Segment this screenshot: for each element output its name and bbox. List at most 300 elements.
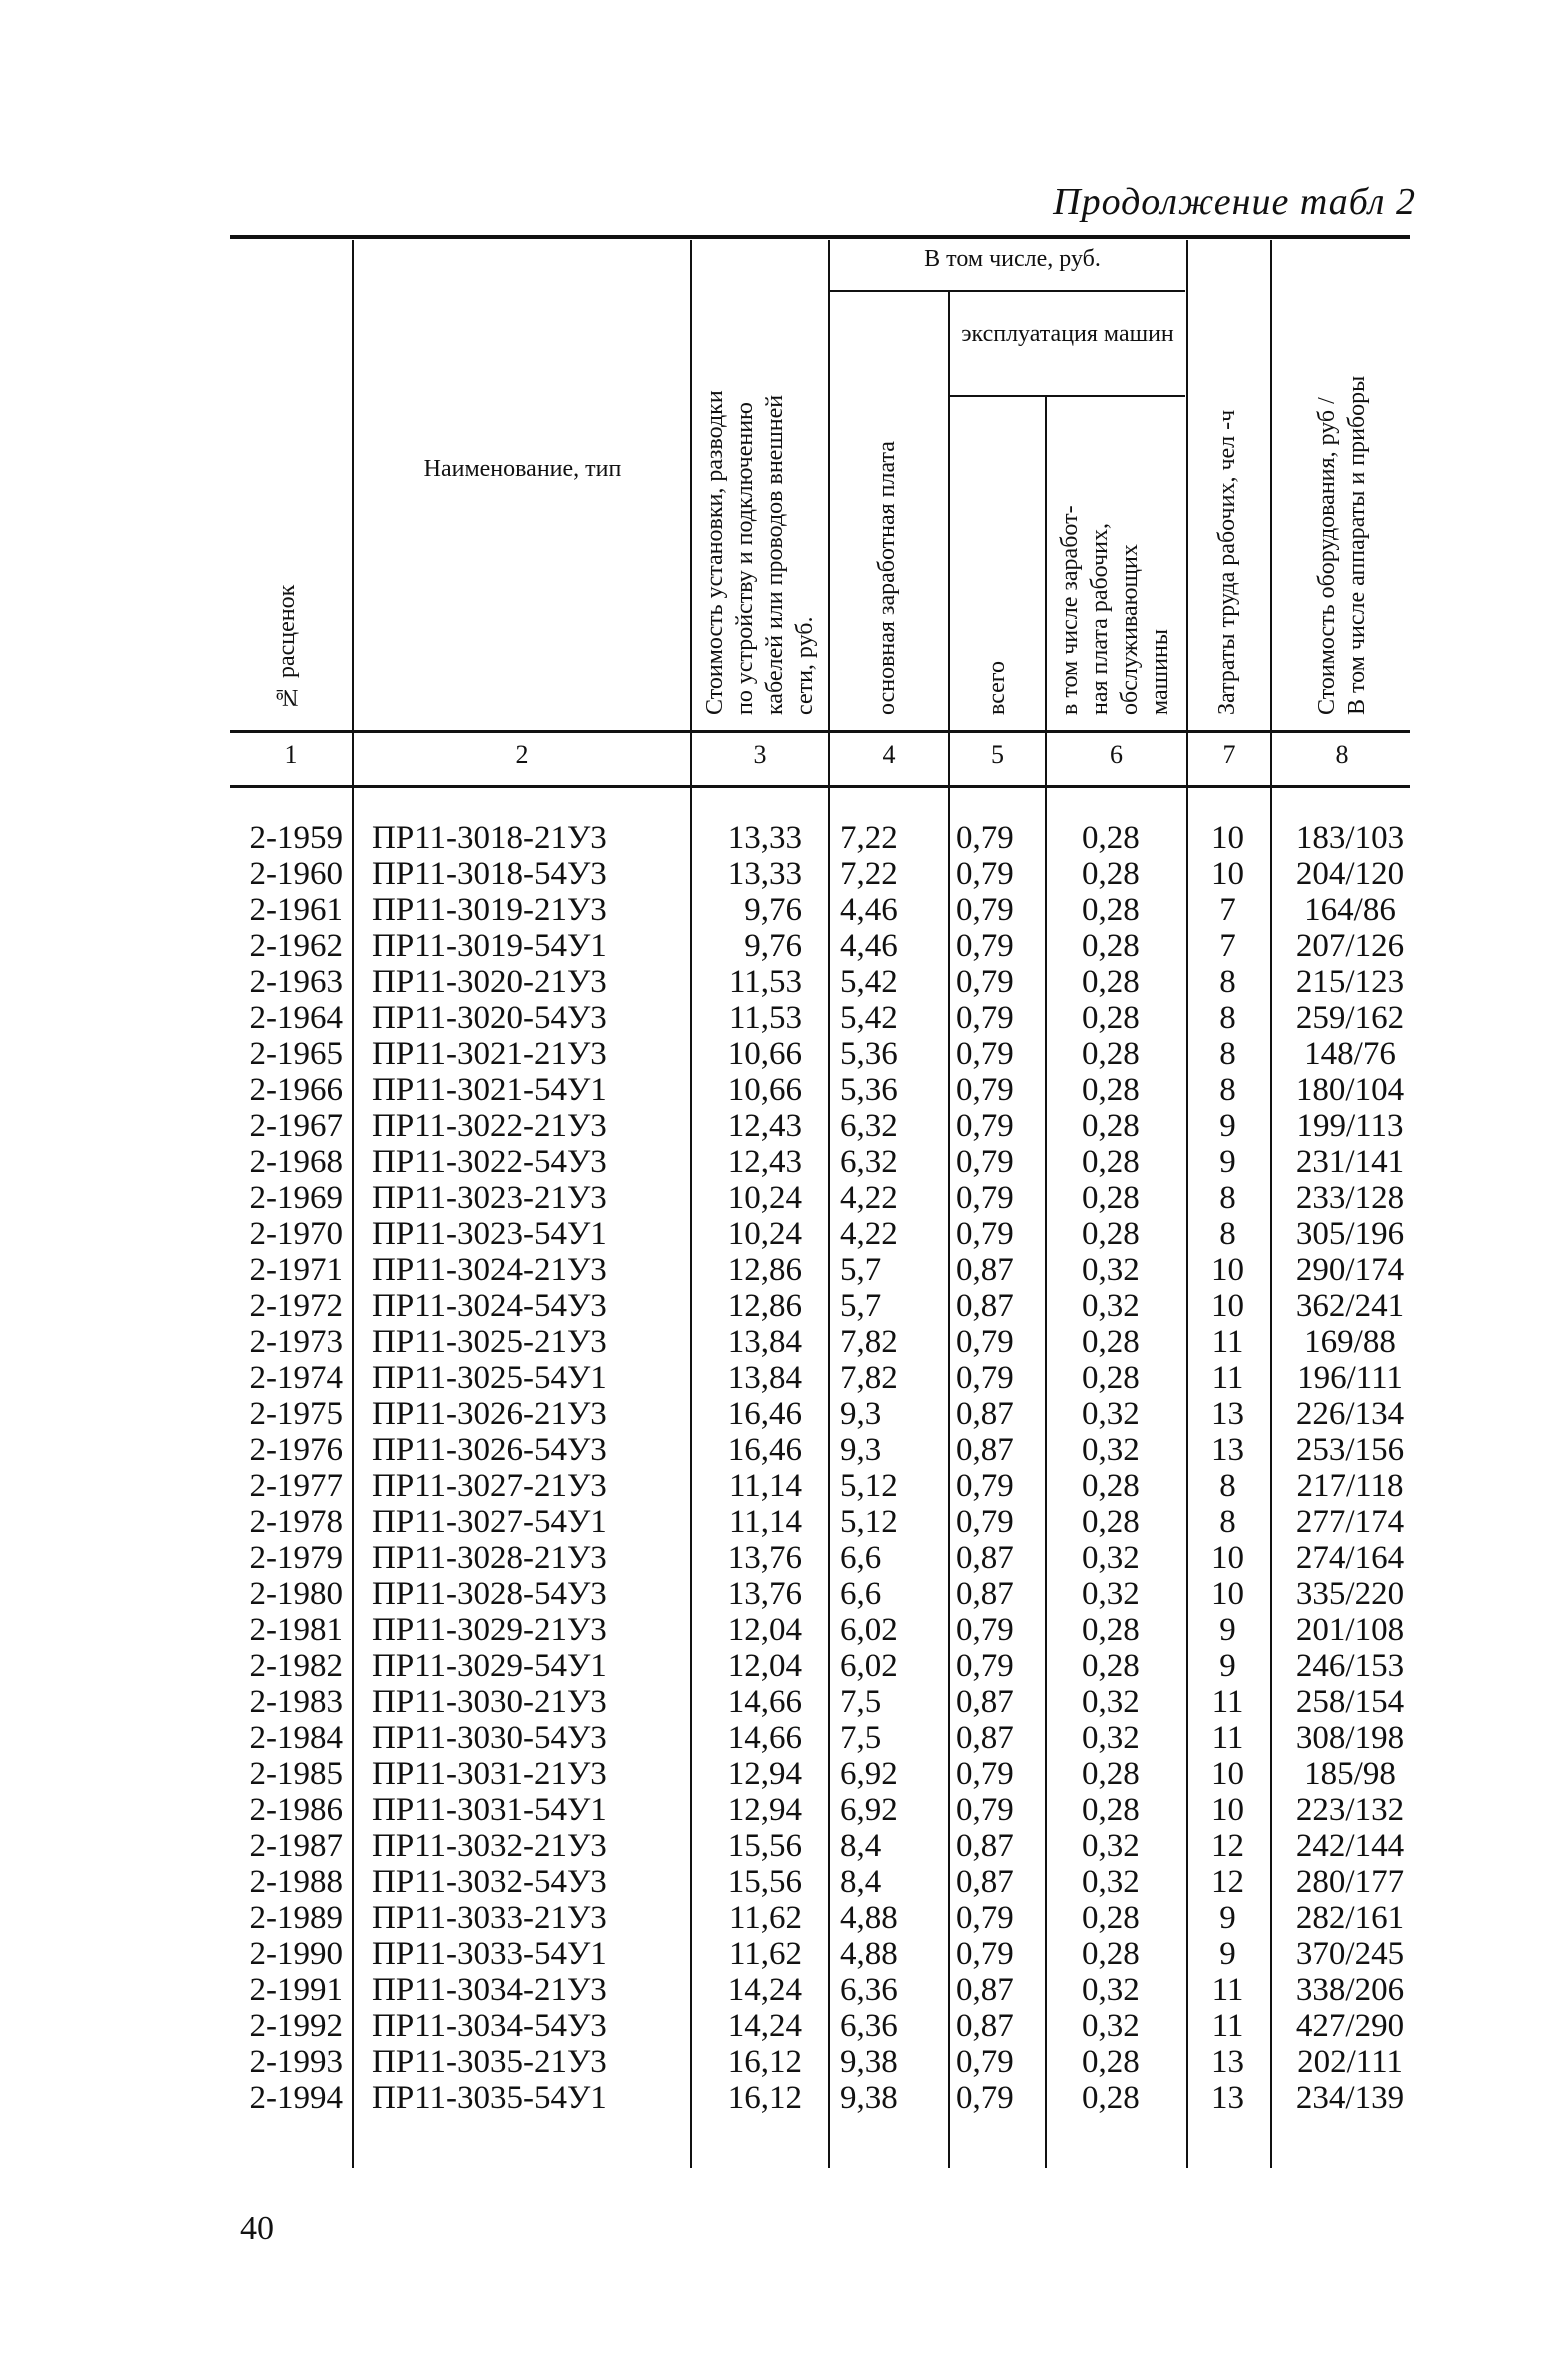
header-equipment-cost: Стоимость оборудования, руб / В том числе аппараты и приборы: [1314, 375, 1370, 715]
base-salary-cell: 4,46: [840, 928, 898, 964]
machine-salary-cell: 0,28: [1082, 1468, 1140, 1504]
rate-number-cell: 2-1983: [249, 1684, 343, 1720]
name-type-cell: ПР11-3027-54У1: [372, 1504, 607, 1540]
table-row: [0, 1972, 1566, 2008]
equipment-cost-cell: 290/174: [1295, 1252, 1405, 1288]
rate-number-cell: 2-1960: [249, 856, 343, 892]
name-type-cell: ПР11-3019-54У1: [372, 928, 607, 964]
machine-total-cell: 0,79: [956, 1900, 1014, 1936]
table-row: [0, 856, 1566, 892]
name-type-cell: ПР11-3031-54У1: [372, 1792, 607, 1828]
equipment-cost-cell: 259/162: [1295, 1000, 1405, 1036]
installation-cost-cell: 10,24: [727, 1180, 802, 1216]
equipment-cost-cell: 185/98: [1304, 1756, 1396, 1792]
table-row: [0, 1108, 1566, 1144]
machine-total-cell: 0,87: [956, 1432, 1014, 1468]
header-divider: [1270, 240, 1272, 730]
installation-cost-cell: 9,76: [744, 928, 802, 964]
base-salary-cell: 4,46: [840, 892, 898, 928]
machine-total-cell: 0,87: [956, 1720, 1014, 1756]
labor-hours-cell: 10: [1211, 820, 1244, 856]
base-salary-cell: 7,82: [840, 1360, 898, 1396]
rate-number-cell: 2-1987: [249, 1828, 343, 1864]
equipment-cost-cell: 335/220: [1295, 1576, 1405, 1612]
base-salary-cell: 6,92: [840, 1792, 898, 1828]
labor-hours-cell: 13: [1211, 2044, 1244, 2080]
table-row: [0, 1396, 1566, 1432]
name-type-cell: ПР11-3029-54У1: [372, 1648, 607, 1684]
table-row: [0, 1828, 1566, 1864]
labor-hours-cell: 9: [1219, 1936, 1236, 1972]
labor-hours-cell: 11: [1211, 1972, 1244, 2008]
base-salary-cell: 7,22: [840, 820, 898, 856]
machine-salary-cell: 0,32: [1082, 1396, 1140, 1432]
installation-cost-cell: 12,94: [727, 1756, 802, 1792]
table-row: [0, 2080, 1566, 2116]
machine-salary-cell: 0,32: [1082, 1972, 1140, 2008]
labor-hours-cell: 8: [1219, 1504, 1236, 1540]
installation-cost-cell: 13,84: [727, 1360, 802, 1396]
header-divider: [690, 240, 692, 730]
machine-salary-cell: 0,28: [1082, 1324, 1140, 1360]
installation-cost-cell: 14,66: [727, 1720, 802, 1756]
equipment-cost-cell: 226/134: [1295, 1396, 1405, 1432]
rate-number-cell: 2-1970: [249, 1216, 343, 1252]
name-type-cell: ПР11-3025-21У3: [372, 1324, 607, 1360]
equipment-cost-cell: 202/111: [1297, 2044, 1403, 2080]
machine-total-cell: 0,79: [956, 1936, 1014, 1972]
rate-number-cell: 2-1963: [249, 964, 343, 1000]
rate-number-cell: 2-1980: [249, 1576, 343, 1612]
installation-cost-cell: 10,66: [727, 1036, 802, 1072]
rate-number-cell: 2-1988: [249, 1864, 343, 1900]
rate-number-cell: 2-1986: [249, 1792, 343, 1828]
base-salary-cell: 4,88: [840, 1936, 898, 1972]
rate-number-cell: 2-1968: [249, 1144, 343, 1180]
machine-total-cell: 0,79: [956, 1360, 1014, 1396]
rate-number-cell: 2-1971: [249, 1252, 343, 1288]
installation-cost-cell: 12,86: [727, 1252, 802, 1288]
equipment-cost-cell: 253/156: [1295, 1432, 1405, 1468]
name-type-cell: ПР11-3034-54У3: [372, 2008, 607, 2044]
labor-hours-cell: 9: [1219, 1648, 1236, 1684]
machine-salary-cell: 0,28: [1082, 2080, 1140, 2116]
base-salary-cell: 9,38: [840, 2044, 898, 2080]
rate-number-cell: 2-1993: [249, 2044, 343, 2080]
equipment-cost-cell: 370/245: [1295, 1936, 1405, 1972]
machine-salary-cell: 0,32: [1082, 1720, 1140, 1756]
installation-cost-cell: 13,76: [727, 1576, 802, 1612]
table-row: [0, 1540, 1566, 1576]
table-row: [0, 1288, 1566, 1324]
table-row: [0, 1720, 1566, 1756]
table-row: [0, 1864, 1566, 1900]
labor-hours-cell: 10: [1211, 1576, 1244, 1612]
name-type-cell: ПР11-3030-21У3: [372, 1684, 607, 1720]
column-number-3: 3: [753, 740, 767, 769]
machine-total-cell: 0,87: [956, 1288, 1014, 1324]
name-type-cell: ПР11-3026-21У3: [372, 1396, 607, 1432]
table-row: [0, 1432, 1566, 1468]
table-row: [0, 2008, 1566, 2044]
table-row: [0, 1468, 1566, 1504]
name-type-cell: ПР11-3027-21У3: [372, 1468, 607, 1504]
labor-hours-cell: 10: [1211, 1792, 1244, 1828]
rate-number-cell: 2-1992: [249, 2008, 343, 2044]
name-type-cell: ПР11-3031-21У3: [372, 1756, 607, 1792]
table-row: [0, 1000, 1566, 1036]
table-row: [0, 928, 1566, 964]
machine-salary-cell: 0,28: [1082, 1504, 1140, 1540]
table-row: [0, 1324, 1566, 1360]
base-salary-cell: 7,5: [840, 1720, 882, 1756]
name-type-cell: ПР11-3024-54У3: [372, 1288, 607, 1324]
labor-hours-cell: 10: [1211, 1540, 1244, 1576]
rate-number-cell: 2-1969: [249, 1180, 343, 1216]
labor-hours-cell: 12: [1211, 1864, 1244, 1900]
rate-number-cell: 2-1984: [249, 1720, 343, 1756]
equipment-cost-cell: 242/144: [1295, 1828, 1405, 1864]
header-divider: [828, 240, 830, 730]
installation-cost-cell: 16,12: [727, 2080, 802, 2116]
name-type-cell: ПР11-3023-21У3: [372, 1180, 607, 1216]
labor-hours-cell: 11: [1211, 2008, 1244, 2044]
name-type-cell: ПР11-3030-54У3: [372, 1720, 607, 1756]
header-divider: [352, 240, 354, 730]
machine-total-cell: 0,79: [956, 1144, 1014, 1180]
machine-total-cell: 0,87: [956, 1972, 1014, 2008]
name-type-cell: ПР11-3029-21У3: [372, 1612, 607, 1648]
installation-cost-cell: 16,46: [727, 1432, 802, 1468]
installation-cost-cell: 15,56: [727, 1828, 802, 1864]
table-body: [0, 820, 1566, 2116]
labor-hours-cell: 9: [1219, 1144, 1236, 1180]
labor-hours-cell: 13: [1211, 1396, 1244, 1432]
base-salary-cell: 6,6: [840, 1576, 882, 1612]
installation-cost-cell: 15,56: [727, 1864, 802, 1900]
base-salary-cell: 5,36: [840, 1036, 898, 1072]
name-type-cell: ПР11-3028-54У3: [372, 1576, 607, 1612]
base-salary-cell: 5,42: [840, 1000, 898, 1036]
rate-number-cell: 2-1961: [249, 892, 343, 928]
labor-hours-cell: 10: [1211, 1288, 1244, 1324]
machine-total-cell: 0,79: [956, 1216, 1014, 1252]
name-type-cell: ПР11-3025-54У1: [372, 1360, 607, 1396]
machine-salary-cell: 0,28: [1082, 2044, 1140, 2080]
labor-hours-cell: 11: [1211, 1720, 1244, 1756]
header-name-type: Наименование, тип: [423, 456, 622, 482]
installation-cost-cell: 16,12: [727, 2044, 802, 2080]
rate-number-cell: 2-1966: [249, 1072, 343, 1108]
table-row: [0, 1180, 1566, 1216]
table-row: [0, 1684, 1566, 1720]
equipment-cost-cell: 183/103: [1295, 820, 1405, 856]
machine-total-cell: 0,87: [956, 2008, 1014, 2044]
installation-cost-cell: 14,66: [727, 1684, 802, 1720]
machine-total-cell: 0,87: [956, 1540, 1014, 1576]
equipment-cost-cell: 169/88: [1304, 1324, 1396, 1360]
base-salary-cell: 5,12: [840, 1468, 898, 1504]
equipment-cost-cell: 362/241: [1295, 1288, 1405, 1324]
column-number-bottom-rule: [230, 785, 1410, 788]
rate-number-cell: 2-1991: [249, 1972, 343, 2008]
page-number: 40: [240, 2210, 274, 2247]
installation-cost-cell: 13,84: [727, 1324, 802, 1360]
machine-salary-cell: 0,28: [1082, 1180, 1140, 1216]
table-row: [0, 1900, 1566, 1936]
rate-number-cell: 2-1964: [249, 1000, 343, 1036]
machine-salary-cell: 0,28: [1082, 1792, 1140, 1828]
name-type-cell: ПР11-3022-21У3: [372, 1108, 607, 1144]
rate-number-cell: 2-1959: [249, 820, 343, 856]
name-type-cell: ПР11-3020-54У3: [372, 1000, 607, 1036]
machine-total-cell: 0,79: [956, 1324, 1014, 1360]
header-divider: [1186, 240, 1188, 730]
name-type-cell: ПР11-3033-21У3: [372, 1900, 607, 1936]
name-type-cell: ПР11-3021-21У3: [372, 1036, 607, 1072]
machine-total-cell: 0,79: [956, 1648, 1014, 1684]
installation-cost-cell: 12,86: [727, 1288, 802, 1324]
equipment-cost-cell: 180/104: [1295, 1072, 1405, 1108]
table-row: [0, 2044, 1566, 2080]
machine-total-cell: 0,79: [956, 892, 1014, 928]
installation-cost-cell: 11,53: [728, 1000, 802, 1036]
installation-cost-cell: 14,24: [727, 1972, 802, 2008]
rate-number-cell: 2-1989: [249, 1900, 343, 1936]
base-salary-cell: 8,4: [840, 1828, 882, 1864]
machine-total-cell: 0,79: [956, 1180, 1014, 1216]
machine-salary-cell: 0,28: [1082, 1000, 1140, 1036]
table-row: [0, 1252, 1566, 1288]
machine-salary-cell: 0,32: [1082, 1288, 1140, 1324]
equipment-cost-cell: 305/196: [1295, 1216, 1405, 1252]
header-rate-number: № расценок: [274, 584, 300, 710]
labor-hours-cell: 8: [1219, 964, 1236, 1000]
equipment-cost-cell: 215/123: [1295, 964, 1405, 1000]
column-number-top-rule: [230, 730, 1410, 733]
table-row: [0, 964, 1566, 1000]
column-number-6: 6: [1110, 740, 1123, 769]
header-labor-hours: Затраты труда рабочих, чел -ч: [1214, 409, 1240, 715]
installation-cost-cell: 13,76: [727, 1540, 802, 1576]
equipment-cost-cell: 196/111: [1297, 1360, 1403, 1396]
base-salary-cell: 9,38: [840, 2080, 898, 2116]
machine-salary-cell: 0,28: [1082, 892, 1140, 928]
base-salary-cell: 6,32: [840, 1144, 898, 1180]
rate-number-cell: 2-1976: [249, 1432, 343, 1468]
name-type-cell: ПР11-3028-21У3: [372, 1540, 607, 1576]
base-salary-cell: 6,02: [840, 1612, 898, 1648]
labor-hours-cell: 9: [1219, 1612, 1236, 1648]
labor-hours-cell: 9: [1219, 1900, 1236, 1936]
labor-hours-cell: 7: [1219, 892, 1236, 928]
name-type-cell: ПР11-3032-21У3: [372, 1828, 607, 1864]
header-machine-operators-salary: в том числе заработ- ная плата рабочих, обслуживающих машины: [1057, 505, 1173, 715]
name-type-cell: ПР11-3020-21У3: [372, 964, 607, 1000]
header-machine-operation: эксплуатация машин: [961, 321, 1174, 347]
equipment-cost-cell: 234/139: [1295, 2080, 1405, 2116]
column-number-1: 1: [284, 740, 298, 769]
machine-total-cell: 0,79: [956, 1072, 1014, 1108]
name-type-cell: ПР11-3026-54У3: [372, 1432, 607, 1468]
machine-total-cell: 0,87: [956, 1684, 1014, 1720]
machine-salary-cell: 0,28: [1082, 856, 1140, 892]
rate-number-cell: 2-1977: [249, 1468, 343, 1504]
equipment-cost-cell: 308/198: [1295, 1720, 1405, 1756]
machine-salary-cell: 0,28: [1082, 1036, 1140, 1072]
machine-total-cell: 0,79: [956, 1108, 1014, 1144]
base-salary-cell: 7,5: [840, 1684, 882, 1720]
column-number-7: 7: [1222, 740, 1236, 769]
labor-hours-cell: 8: [1219, 1180, 1236, 1216]
table-row: [0, 1144, 1566, 1180]
name-type-cell: ПР11-3022-54У3: [372, 1144, 607, 1180]
equipment-cost-cell: 233/128: [1295, 1180, 1405, 1216]
table-row: [0, 1648, 1566, 1684]
name-type-cell: ПР11-3024-21У3: [372, 1252, 607, 1288]
base-salary-cell: 5,42: [840, 964, 898, 1000]
base-salary-cell: 5,7: [840, 1252, 882, 1288]
installation-cost-cell: 12,04: [727, 1648, 802, 1684]
equipment-cost-cell: 204/120: [1295, 856, 1405, 892]
base-salary-cell: 4,22: [840, 1216, 898, 1252]
name-type-cell: ПР11-3035-54У1: [372, 2080, 607, 2116]
labor-hours-cell: 13: [1211, 1432, 1244, 1468]
installation-cost-cell: 16,46: [727, 1396, 802, 1432]
machine-total-cell: 0,79: [956, 1000, 1014, 1036]
installation-cost-cell: 11,62: [728, 1936, 802, 1972]
equipment-cost-cell: 274/164: [1295, 1540, 1405, 1576]
installation-cost-cell: 10,66: [727, 1072, 802, 1108]
labor-hours-cell: 10: [1211, 1252, 1244, 1288]
machine-total-cell: 0,79: [956, 856, 1014, 892]
rate-number-cell: 2-1979: [249, 1540, 343, 1576]
labor-hours-cell: 8: [1219, 1216, 1236, 1252]
machine-total-cell: 0,79: [956, 2080, 1014, 2116]
table-row: [0, 1756, 1566, 1792]
machine-salary-cell: 0,28: [1082, 1648, 1140, 1684]
installation-cost-cell: 12,04: [727, 1612, 802, 1648]
rate-number-cell: 2-1962: [249, 928, 343, 964]
base-salary-cell: 6,02: [840, 1648, 898, 1684]
installation-cost-cell: 12,43: [727, 1108, 802, 1144]
base-salary-cell: 6,92: [840, 1756, 898, 1792]
machine-salary-cell: 0,32: [1082, 1864, 1140, 1900]
rate-number-cell: 2-1994: [249, 2080, 343, 2116]
equipment-cost-cell: 199/113: [1296, 1108, 1404, 1144]
rate-number-cell: 2-1967: [249, 1108, 343, 1144]
equipment-cost-cell: 246/153: [1295, 1648, 1405, 1684]
rate-number-cell: 2-1981: [249, 1612, 343, 1648]
header-installation-cost: Стоимость установки, разводки по устройству и подключению кабелей или проводов внешней сети, руб.: [702, 390, 818, 715]
installation-cost-cell: 14,24: [727, 2008, 802, 2044]
equipment-cost-cell: 164/86: [1304, 892, 1396, 928]
name-type-cell: ПР11-3018-21У3: [372, 820, 607, 856]
rate-number-cell: 2-1973: [249, 1324, 343, 1360]
table-row: [0, 1576, 1566, 1612]
installation-cost-cell: 11,14: [728, 1504, 802, 1540]
installation-cost-cell: 13,33: [727, 820, 802, 856]
rate-number-cell: 2-1975: [249, 1396, 343, 1432]
machine-total-cell: 0,79: [956, 820, 1014, 856]
machine-salary-cell: 0,32: [1082, 1576, 1140, 1612]
table-row: [0, 1072, 1566, 1108]
installation-cost-cell: 11,14: [728, 1468, 802, 1504]
rate-number-cell: 2-1974: [249, 1360, 343, 1396]
machine-total-cell: 0,79: [956, 1036, 1014, 1072]
column-number-4: 4: [882, 740, 896, 769]
machine-salary-cell: 0,28: [1082, 1936, 1140, 1972]
name-type-cell: ПР11-3023-54У1: [372, 1216, 607, 1252]
machine-total-cell: 0,79: [956, 1504, 1014, 1540]
machine-salary-cell: 0,28: [1082, 1756, 1140, 1792]
machine-total-cell: 0,79: [956, 1792, 1014, 1828]
rate-number-cell: 2-1990: [249, 1936, 343, 1972]
machine-salary-cell: 0,28: [1082, 1360, 1140, 1396]
machine-salary-cell: 0,32: [1082, 1252, 1140, 1288]
base-salary-cell: 7,22: [840, 856, 898, 892]
machine-total-cell: 0,87: [956, 1396, 1014, 1432]
rate-number-cell: 2-1972: [249, 1288, 343, 1324]
labor-hours-cell: 8: [1219, 1468, 1236, 1504]
machine-total-cell: 0,87: [956, 1864, 1014, 1900]
name-type-cell: ПР11-3021-54У1: [372, 1072, 607, 1108]
group-header-rule: [830, 290, 1185, 292]
table-row: [0, 892, 1566, 928]
name-type-cell: ПР11-3032-54У3: [372, 1864, 607, 1900]
machine-salary-cell: 0,28: [1082, 928, 1140, 964]
base-salary-cell: 4,88: [840, 1900, 898, 1936]
table-top-rule: [230, 235, 1410, 239]
labor-hours-cell: 10: [1211, 1756, 1244, 1792]
machine-salary-cell: 0,28: [1082, 1072, 1140, 1108]
base-salary-cell: 6,36: [840, 1972, 898, 2008]
equipment-cost-cell: 282/161: [1295, 1900, 1405, 1936]
column-number-8: 8: [1335, 740, 1349, 769]
machine-total-cell: 0,79: [956, 928, 1014, 964]
machine-salary-cell: 0,32: [1082, 1432, 1140, 1468]
header-divider: [948, 292, 950, 730]
machine-total-cell: 0,87: [956, 1252, 1014, 1288]
labor-hours-cell: 12: [1211, 1828, 1244, 1864]
equipment-cost-cell: 258/154: [1295, 1684, 1405, 1720]
machine-salary-cell: 0,28: [1082, 964, 1140, 1000]
name-type-cell: ПР11-3018-54У3: [372, 856, 607, 892]
installation-cost-cell: 11,62: [728, 1900, 802, 1936]
table-row: [0, 1360, 1566, 1396]
machine-total-cell: 0,79: [956, 1756, 1014, 1792]
machine-salary-cell: 0,32: [1082, 1684, 1140, 1720]
base-salary-cell: 8,4: [840, 1864, 882, 1900]
base-salary-cell: 6,32: [840, 1108, 898, 1144]
machine-salary-cell: 0,28: [1082, 1612, 1140, 1648]
equipment-cost-cell: 231/141: [1295, 1144, 1405, 1180]
subgroup-header-rule: [950, 395, 1185, 397]
rate-number-cell: 2-1965: [249, 1036, 343, 1072]
labor-hours-cell: 10: [1211, 856, 1244, 892]
table-caption: Продолжение табл 2: [1053, 181, 1416, 223]
table-row: [0, 1612, 1566, 1648]
labor-hours-cell: 13: [1211, 2080, 1244, 2116]
equipment-cost-cell: 427/290: [1295, 2008, 1405, 2044]
base-salary-cell: 6,36: [840, 2008, 898, 2044]
equipment-cost-cell: 223/132: [1295, 1792, 1405, 1828]
name-type-cell: ПР11-3033-54У1: [372, 1936, 607, 1972]
table-row: [0, 820, 1566, 856]
machine-total-cell: 0,79: [956, 2044, 1014, 2080]
machine-total-cell: 0,79: [956, 964, 1014, 1000]
machine-salary-cell: 0,32: [1082, 1540, 1140, 1576]
